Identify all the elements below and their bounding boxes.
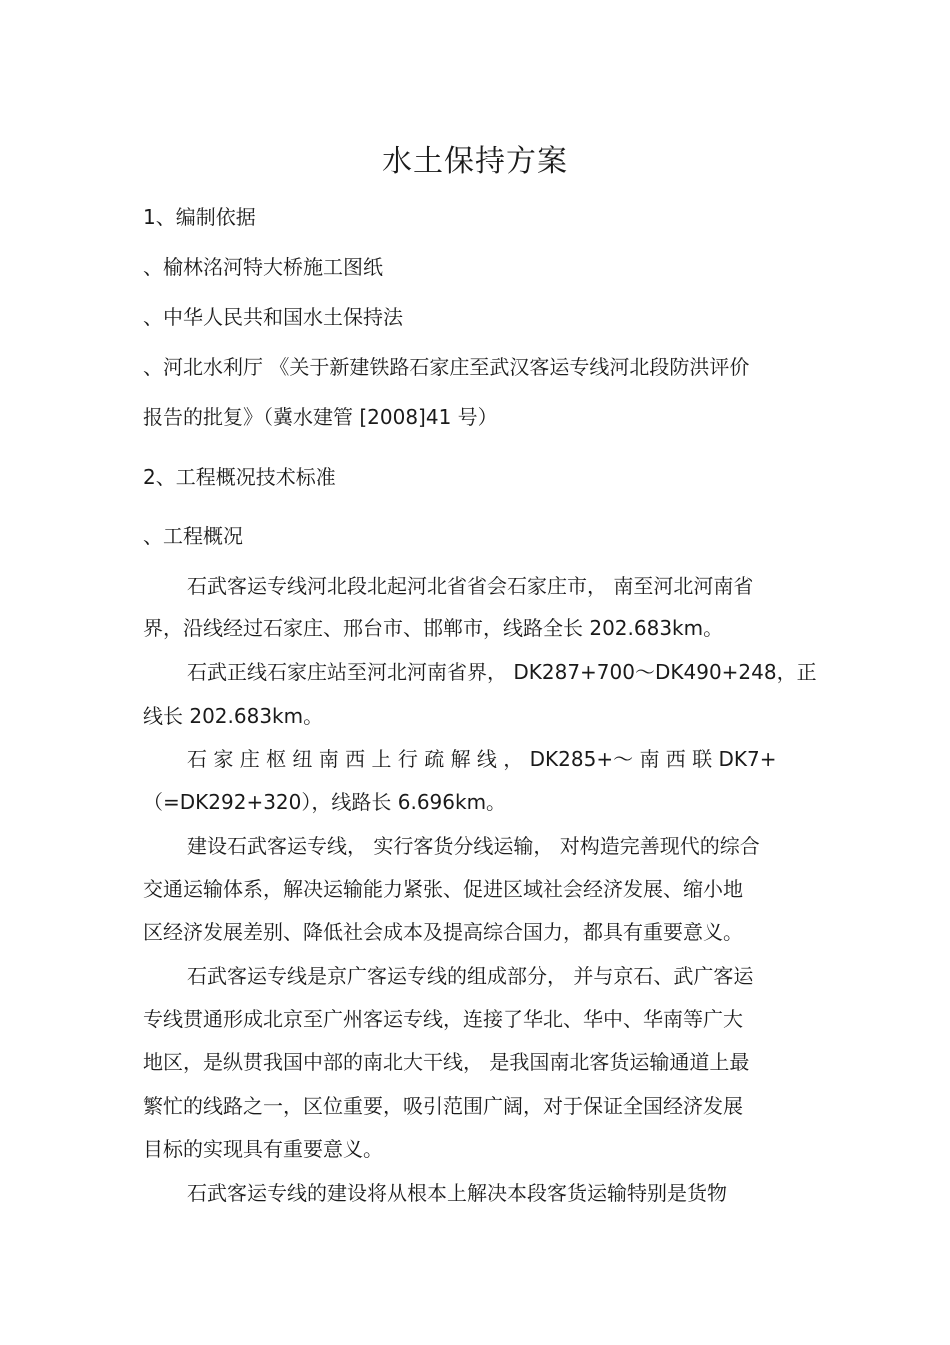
paragraph-line: 区经济发展差别、降低社会成本及提高综合国力，都具有重要意义。	[143, 920, 743, 944]
paragraph-line: 专线贯通形成北京至广州客运专线，连接了华北、华中、华南等广大	[143, 1007, 743, 1031]
paragraph-line: 交通运输体系，解决运输能力紧张、促进区域社会经济发展、缩小地	[143, 877, 743, 901]
subsection-heading-overview: 、工程概况	[143, 524, 243, 548]
paragraph-line: （=DK292+320），线路长 6.696km。	[143, 790, 507, 814]
paragraph-line: 石武客运专线是京广客运专线的组成部分， 并与京石、武广客运	[187, 964, 754, 988]
section-heading-basis: 1、编制依据	[143, 205, 256, 229]
paragraph-line: 界，沿线经过石家庄、邢台市、邯郸市，线路全长 202.683km。	[143, 616, 724, 640]
document-title: 水土保持方案	[382, 144, 568, 179]
paragraph-line: 石武正线石家庄站至河北河南省界， DK287+700～DK490+248，正	[187, 660, 817, 684]
basis-item-reply-line1: 、河北水利厅 《关于新建铁路石家庄至武汉客运专线河北段防洪评价	[143, 355, 750, 379]
basis-item-drawings: 、榆林洺河特大桥施工图纸	[143, 255, 383, 279]
section-heading-overview: 2、工程概况技术标准	[143, 465, 336, 489]
paragraph-line: 建设石武客运专线， 实行客货分线运输， 对构造完善现代的综合	[187, 834, 760, 858]
paragraph-line: 繁忙的线路之一，区位重要，吸引范围广阔，对于保证全国经济发展	[143, 1094, 743, 1118]
paragraph-line: 目标的实现具有重要意义。	[143, 1137, 383, 1161]
basis-item-reply-line2: 报告的批复》（冀水建管 [2008]41 号）	[143, 405, 498, 429]
paragraph-line: 线长 202.683km。	[143, 704, 324, 728]
basis-item-law: 、中华人民共和国水土保持法	[143, 305, 403, 329]
paragraph-line: 石武客运专线的建设将从根本上解决本段客货运输特别是货物	[187, 1181, 727, 1205]
paragraph-line: 石武客运专线河北段北起河北省省会石家庄市， 南至河北河南省	[187, 574, 754, 598]
paragraph-line: 地区，是纵贯我国中部的南北大干线， 是我国南北客货运输通道上最	[143, 1050, 750, 1074]
paragraph-line: 石 家 庄 枢 纽 南 西 上 行 疏 解 线 ， DK285+～ 南 西 联 DK7+	[187, 747, 777, 771]
